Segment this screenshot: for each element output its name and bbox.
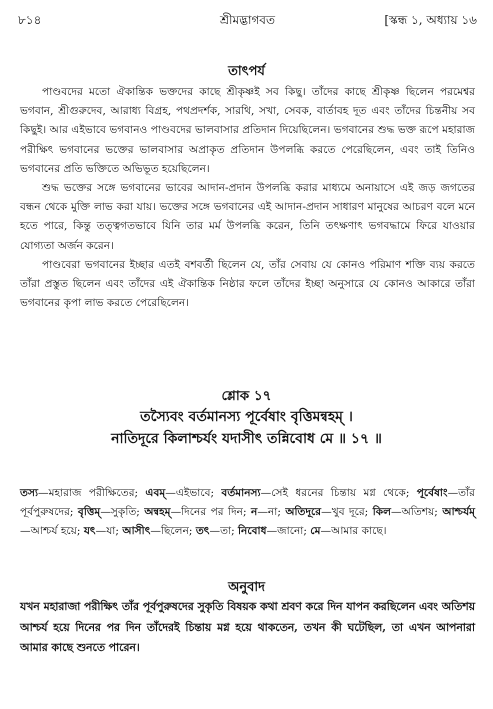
synonym-entry: কিল—অতিশয়; <box>372 506 443 519</box>
synonym-entry: নিবোধ—জানো; <box>238 525 311 538</box>
chapter-reference: [স্কন্ধ ১, অধ্যায় ১৬ <box>384 13 477 27</box>
verse-line-2: নাতিদূরে কিলাশ্চর্যং যদাসীৎ তন্নিবোধ মে ॥ ১৭ ॥ <box>111 431 382 447</box>
running-header <box>18 12 477 32</box>
purport-body <box>20 83 475 313</box>
synonym-entry: অন্বহম্‌—দিনের পর দিন; <box>144 506 251 519</box>
synonym-entry: আশ্চর্যম্‌—আশ্চর্য হয়ে; <box>20 506 476 538</box>
translation-text: যখন মহারাজা পরীক্ষিৎ তাঁর পূর্বপুরুষদের সুকৃতি বিষয়ক কথা শ্রবণ করে দিন যাপন করছিলেন এবং অতিশয় আশ্চর্য হয়ে দিনের পর দিন তাঁদেরই চিন্তায় মগ্ন হয়ে থাকতেন, তখন কী ঘটেছিল, তা এখন আপনারা আমার কাছে শুনতে পারেন। <box>20 600 475 654</box>
synonym-entry: যৎ—যা; <box>83 525 123 538</box>
book-title: শ্রীমদ্ভাগবত <box>219 13 275 27</box>
verse-line-1: তস্যৈবং বর্তমানস্য পূর্বেষাং বৃত্তিমন্বহম্‌ । <box>140 409 353 425</box>
translation-heading: অনুবাদ <box>228 580 265 595</box>
page-number: ৮১৪ <box>18 13 42 27</box>
word-for-word-synonyms <box>20 484 475 542</box>
synonym-entry: তস্য—মহারাজ পরীক্ষিতের; <box>20 487 146 499</box>
synonym-entry: বৃত্তিম্‌—সুকৃতি; <box>77 506 145 519</box>
purport-paragraph: পাণ্ডবদের মতো ঐকান্তিক ভক্তদের কাছে শ্রীকৃষ্ণই সব কিছু। তাঁদের কাছে শ্রীকৃষ্ণ ছিলেন পরমেশ্বর ভগবান, শ্রীগুরুদেব, আরাধ্য বিগ্রহ, পথপ্রদর্শক, সারথি, সখা, সেবক, বার্তাবহ দূত এবং তাঁদের চিন্তনীয় সব কিছুই। আর এইভাবে ভগবানও পাণ্ডবদের ভালবাসার প্রতিদান দিয়েছিলেন। ভগবানের শুদ্ধ ভক্ত রূপে মহারাজ পরীক্ষিৎ ভগবানের ভক্তের ভালবাসার অপ্রাকৃত প্রতিদান উপলব্ধি করতে পেরেছিলেন, এবং তাই তিনিও ভগবানের প্রতি ভক্তিতে অভিভূত হয়েছিলেন। <box>20 86 475 175</box>
synonym-entry: পূর্বেষাং—তাঁর পূর্বপুরুষদের; <box>20 487 476 519</box>
purport-paragraph: শুদ্ধ ভক্তের সঙ্গে ভগবানের ভাবের আদান-প্রদান উপলব্ধি করার মাধ্যমে অনায়াসে এই জড় জগতের বন্ধন থেকে মুক্তি লাভ করা যায়। ভক্তের সঙ্গে ভগবানের এই আদান-প্রদান সাধারণ মানুষের আচরণ বলে মনে হতে পারে, কিন্তু তত্ত্বগতভাবে যিনি তার মর্ম উপলব্ধি করেন, তিনি তৎক্ষণাৎ ভগবদ্ধামে ফিরে যাওয়ার যোগ্যতা অর্জন করেন। <box>20 182 476 252</box>
synonym-entry: ন—না; <box>250 506 286 519</box>
purport-heading: তাৎপর্য <box>228 64 265 79</box>
synonym-entry: আসীৎ—ছিলেন; <box>122 525 196 538</box>
synonym-entry: মে—আমার কাছে। <box>310 525 387 538</box>
synonym-entry: তৎ—তা; <box>195 525 239 538</box>
sanskrit-verse <box>30 406 463 450</box>
synonym-entry: বর্তমানস্য—সেই ধরনের চিন্তায় মগ্ন থেকে; <box>221 487 417 499</box>
verse-heading: শ্লোক ১৭ <box>221 388 272 404</box>
purport-paragraph: পাণ্ডবেরা ভগবানের ইচ্ছার এতই বশবর্তী ছিলেন যে, তাঁর সেবায় যে কোনও পরিমাণ শক্তি ব্যয় করতে তাঁরা প্রস্তুত ছিলেন এবং তাঁদের এই ঐকান্তিক নিষ্ঠার ফলে তাঁদের ইচ্ছা অনুসারে যে কোনও আকারে তাঁরা ভগবানের কৃপা লাভ করতে পেরেছিলেন। <box>20 258 475 310</box>
synonym-entry: এবম্‌—এইভাবে; <box>145 487 222 499</box>
synonym-entry: অতিদূরে—খুব দূরে; <box>285 506 373 519</box>
